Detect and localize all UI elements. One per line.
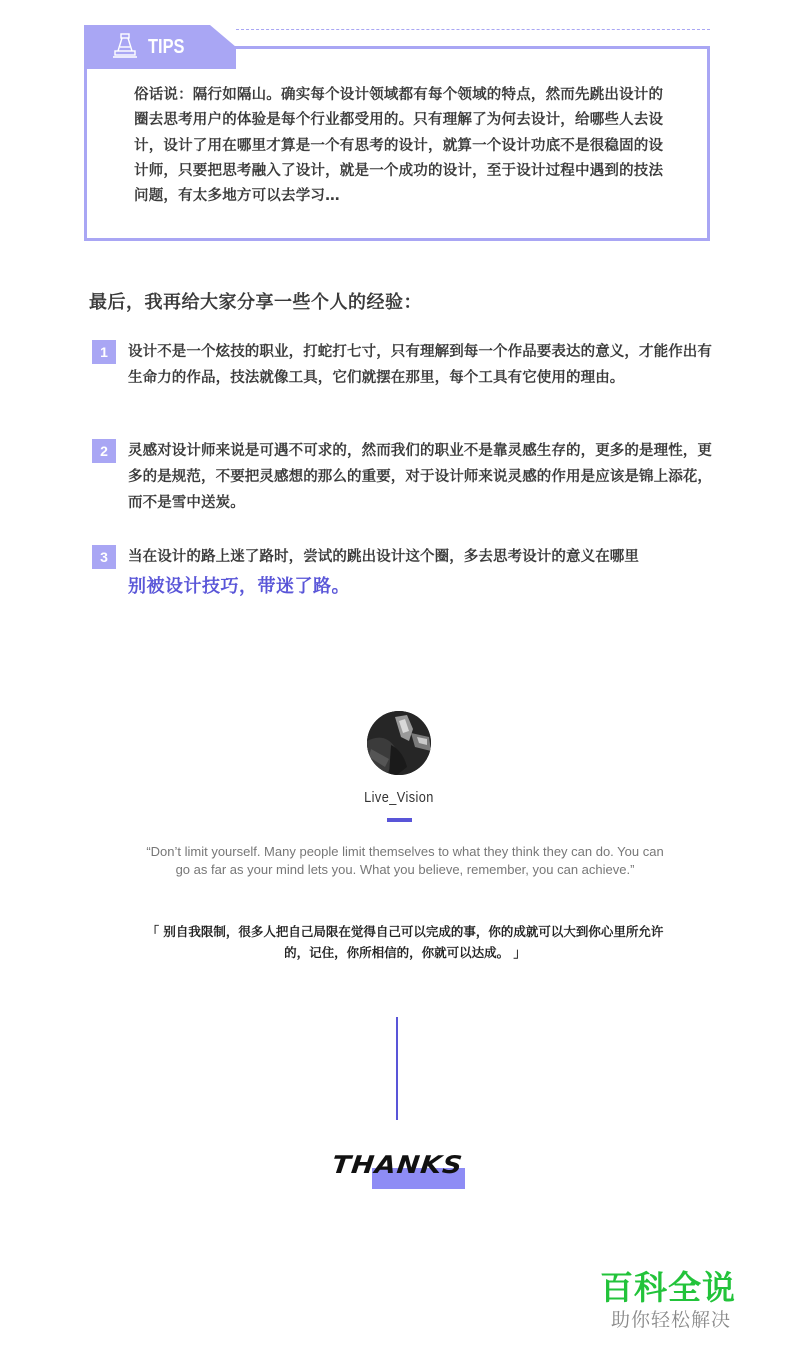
- tips-label: TIPS: [148, 36, 185, 58]
- quote-chinese: 「 别自我限制，很多人把自己局限在觉得自己可以完成的事，你的成就可以大到你心里所允许的，记住，你所相信的，你就可以达成。 」: [146, 924, 664, 960]
- item-number-badge: 2: [92, 439, 116, 463]
- watermark-title: 百科全说: [600, 1268, 736, 1307]
- vertical-divider: [396, 1017, 398, 1120]
- quote-english: “Don’t limit yourself. Many people limit themselves to what they think they can do. You can go as far as your mind lets you. What you believe, remember, you can achieve.”: [146, 844, 664, 877]
- item-text: 灵感对设计师来说是可遇不可求的，然而我们的职业不是靠灵感生存的，更多的是理性，更多的是规范，不要把灵感想的那么的重要，对于设计师来说灵感的作用是应该是锦上添花，而不是雪中送炭。: [128, 443, 712, 511]
- item-highlight: 别被设计技巧，带迷了路。: [128, 576, 350, 597]
- thanks-text: THANKS: [330, 1151, 465, 1180]
- tips-dashed-divider: [236, 29, 710, 30]
- section-title: 最后，我再给大家分享一些个人的经验：: [89, 292, 422, 313]
- tips-tab: [84, 25, 236, 69]
- item-number-badge: 3: [92, 545, 116, 569]
- item-text: 当在设计的路上迷了路时，尝试的跳出设计这个圈，多去思考设计的意义在哪里: [128, 549, 639, 565]
- author-name: Live_Vision: [364, 789, 434, 806]
- thanks-logo: [330, 1148, 470, 1192]
- item-text: 设计不是一个炫技的职业，打蛇打七寸，只有理解到每一个作品要表达的意义，才能作出有生命力的作品，技法就像工具，它们就摆在那里，每个工具有它使用的理由。: [128, 344, 712, 386]
- watermark-subtitle: 助你轻松解决: [611, 1309, 732, 1331]
- avatar: [367, 711, 431, 775]
- item-number-badge: 1: [92, 340, 116, 364]
- item-body: [128, 544, 718, 600]
- tips-text: 俗话说：隔行如隔山。确实每个设计领域都有每个领域的特点，然而先跳出设计的圈去思考用户的体验是每个行业都受用的。只有理解了为何去设计，给哪些人去设计，设计了用在哪里才算是一个有思考的设计，就算一个设计功底不是很稳固的设计师，只要把思考融入了设计，就是一个成功的设计，至于设计过程中遇到的技法问题，有太多地方可以去学习…: [134, 87, 664, 205]
- author-underline: [387, 818, 412, 822]
- avatar-photo: [367, 711, 431, 775]
